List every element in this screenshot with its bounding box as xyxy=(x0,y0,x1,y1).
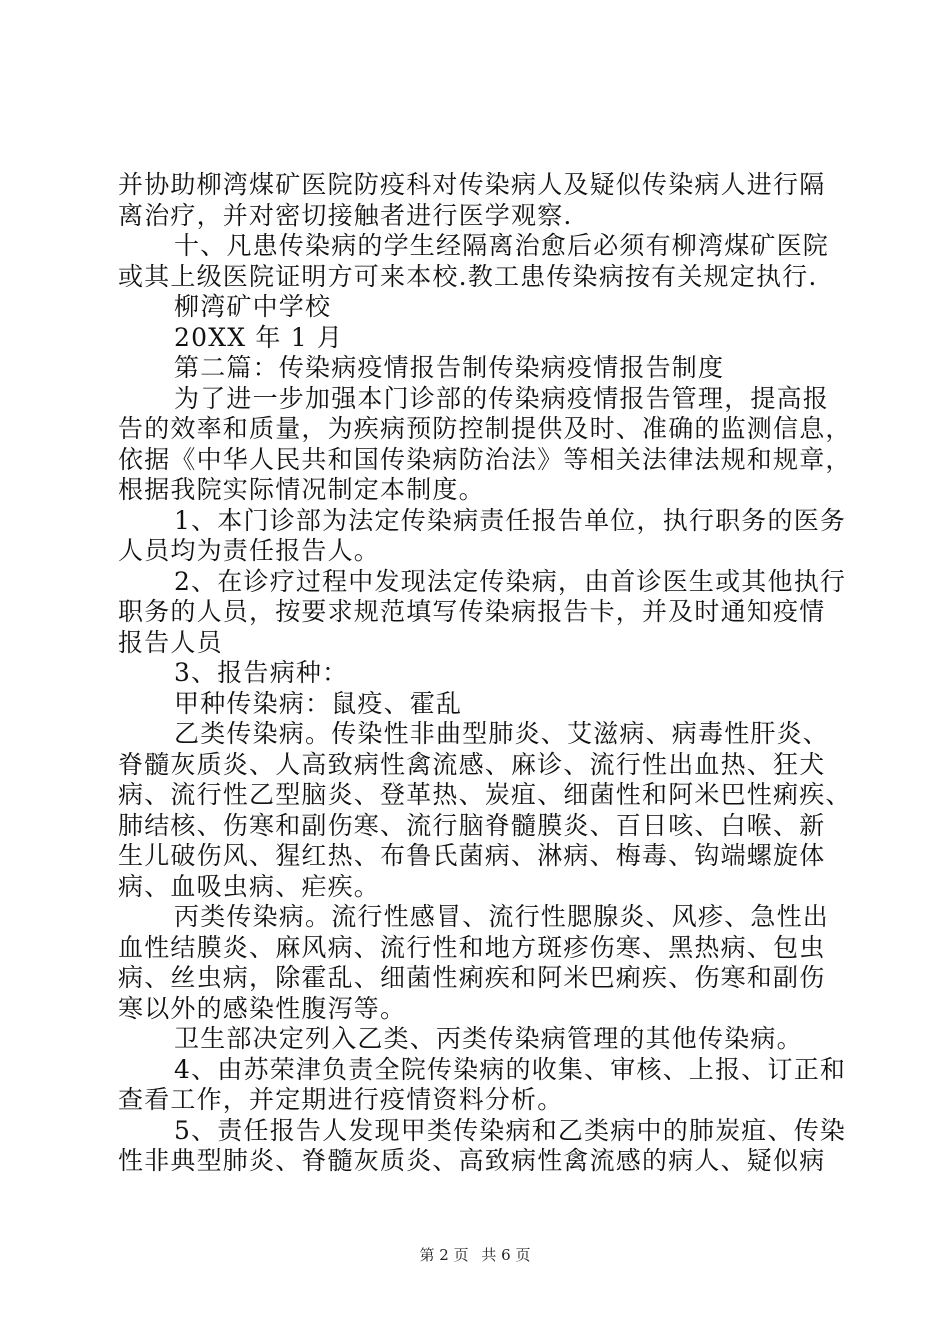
text-line: 职务的人员，按要求规范填写传染病报告卡，并及时通知疫情 xyxy=(118,597,826,626)
document-body xyxy=(118,170,852,1177)
text-line: 报告人员 xyxy=(118,627,223,657)
text-line: 并协助柳湾煤矿医院防疫科对传染病人及疑似传染病人进行隔 xyxy=(118,170,826,199)
text-line: 病、血吸虫病、疟疾。 xyxy=(118,871,381,901)
text-line: 20XX 年 1 月 xyxy=(174,322,344,352)
text-line: 脊髓灰质炎、人高致病性禽流感、麻诊、流行性出血热、狂犬 xyxy=(118,749,826,779)
text-line: 甲种传染病：鼠疫、霍乱 xyxy=(174,688,463,718)
page-footer xyxy=(0,1244,950,1265)
text-line: 病、丝虫病，除霍乱、细菌性痢疾和阿米巴痢疾、伤寒和副伤 xyxy=(118,963,826,992)
text-line: 十、凡患传染病的学生经隔离治愈后必须有柳湾煤矿医院 xyxy=(174,231,830,260)
text-line: 生儿破伤风、猩红热、布鲁氏菌病、淋病、梅毒、钩端螺旋体 xyxy=(118,841,826,870)
text-line: 告的效率和质量，为疾病预防控制提供及时、准确的监测信息， xyxy=(118,414,852,443)
text-line: 病、流行性乙型脑炎、登革热、炭疽、细菌性和阿米巴性痢疾、 xyxy=(118,780,852,809)
text-line: 根据我院实际情况制定本制度。 xyxy=(118,475,485,504)
text-line: 或其上级医院证明方可来本校.教工患传染病按有关规定执行. xyxy=(118,261,818,291)
text-line: 离治疗，并对密切接触者进行医学观察. xyxy=(118,200,573,230)
text-line: 5、责任报告人发现甲类传染病和乙类病中的肺炭疽、传染 xyxy=(174,1115,847,1145)
text-line: 3、报告病种： xyxy=(174,658,349,687)
text-line: 乙类传染病。传染性非曲型肺炎、艾滋病、病毒性肝炎、 xyxy=(174,719,830,748)
text-line: 卫生部决定列入乙类、丙类传染病管理的其他传染病。 xyxy=(174,1024,803,1053)
text-line: 查看工作，并定期进行疫情资料分析。 xyxy=(118,1085,564,1114)
text-line: 性非典型肺炎、脊髓灰质炎、高致病性禽流感的病人、疑似病 xyxy=(118,1146,826,1175)
text-line: 2、在诊疗过程中发现法定传染病，由首诊医生或其他执行 xyxy=(174,566,847,596)
text-line: 血性结膜炎、麻风病、流行性和地方斑疹伤寒、黑热病、包虫 xyxy=(118,932,826,962)
text-line: 1、本门诊部为法定传染病责任报告单位，执行职务的医务 xyxy=(174,505,847,535)
text-line: 柳湾矿中学校 xyxy=(174,292,332,321)
text-line: 第二篇：传染病疫情报告制传染病疫情报告制度 xyxy=(174,353,725,382)
text-line: 寒以外的感染性腹泻等。 xyxy=(118,993,407,1023)
page-total: 共 6 页 xyxy=(481,1246,531,1264)
text-line: 肺结核、伤寒和副伤寒、流行脑脊髓膜炎、百日咳、白喉、新 xyxy=(118,810,826,840)
text-line: 4、由苏荣津负责全院传染病的收集、审核、上报、订正和 xyxy=(174,1054,847,1084)
text-line: 人员均为责任报告人。 xyxy=(118,536,381,565)
page-number: 第 2 页 xyxy=(419,1246,469,1264)
text-line: 依据《中华人民共和国传染病防治法》等相关法律法规和规章， xyxy=(118,444,852,474)
text-line: 为了进一步加强本门诊部的传染病疫情报告管理，提高报 xyxy=(174,383,830,413)
text-line: 丙类传染病。流行性感冒、流行性腮腺炎、风疹、急性出 xyxy=(174,902,830,931)
